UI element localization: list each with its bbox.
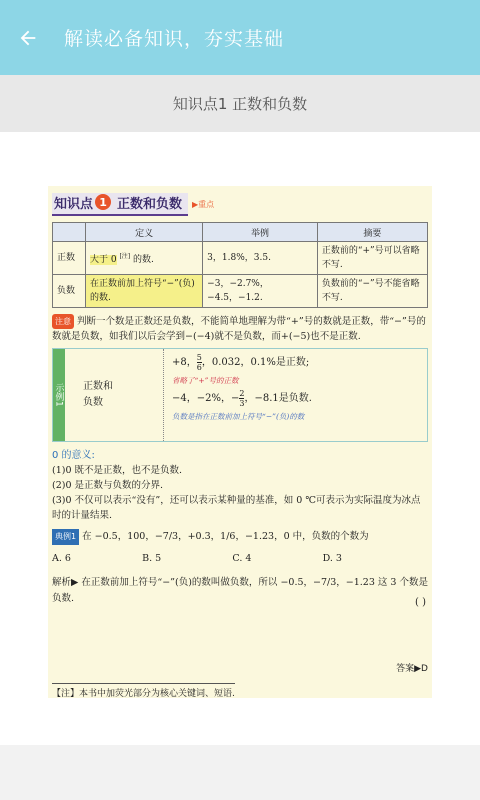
meaning-item: (3)0 不仅可以表示“没有”，还可以表示某种量的基准，如 0 ℃可表示为实际温度为冰点时的计量结果. xyxy=(52,495,421,521)
meaning-item: (2)0 是正数与负数的分界. xyxy=(52,480,164,491)
denominator: 3 xyxy=(239,399,245,408)
example-text: ，0.032，0.1%是正数; xyxy=(201,357,310,368)
textbook-page-image xyxy=(48,186,432,698)
table-header: 举例 xyxy=(203,223,318,242)
answer-blank: ( ) xyxy=(415,597,426,608)
typical-example xyxy=(52,529,428,567)
key-point-marker: ▶重点 xyxy=(192,199,215,209)
table-corner xyxy=(53,223,86,242)
zero-meaning-section xyxy=(52,448,428,523)
summary-cell: 正数前的“+”号可以省略不写. xyxy=(317,242,427,275)
example-text: +8， xyxy=(172,357,197,368)
example-title xyxy=(65,349,164,441)
example-line xyxy=(172,389,419,408)
arrow-left-icon xyxy=(17,27,39,49)
app-title: 解读必备知识，夯实基础 xyxy=(64,28,285,50)
summary-cell: 负数前的“−”号不能省略不写. xyxy=(317,275,427,308)
section-heading: 0 的意义: xyxy=(52,450,95,461)
option: A. 6 xyxy=(52,553,71,564)
analysis xyxy=(52,575,428,607)
table-header: 定义 xyxy=(86,223,203,242)
definition-table xyxy=(52,222,428,308)
example-title-line: 负数 xyxy=(83,397,103,408)
row-label: 正数 xyxy=(53,242,86,275)
example-side-label: 示例1 xyxy=(53,349,65,441)
analysis-text: 在正数前加上符号“−”(负)的数叫做负数，所以 −0.5，−7/3，−1.23 这 3 个数是负数. xyxy=(52,577,428,604)
answer: 答案▶D xyxy=(396,664,428,674)
note-tag: 注意 xyxy=(52,314,74,329)
example-cell: −3，−2.7%，−4.5，−1.2. xyxy=(203,275,318,308)
kp-number-badge: 1 xyxy=(95,194,111,210)
kp-title: 正数和负数 xyxy=(117,196,183,212)
numerator: 2 xyxy=(239,389,245,398)
example-text: ，−8.1是负数. xyxy=(244,393,312,404)
numerator: 5 xyxy=(196,353,202,362)
example-cell: 3，1.8%，3.5. xyxy=(203,242,318,275)
footnote: 【注】本书中加荧光部分为核心关键词、短语. xyxy=(52,683,235,699)
row-label: 负数 xyxy=(53,275,86,308)
typical-example-tag: 典例1 xyxy=(52,529,79,545)
bottom-bar xyxy=(0,745,480,800)
question-text: 在 −0.5，100，−7/3，+0.3，1/6，−1.23，0 中，负数的个数为 xyxy=(82,531,369,542)
example-line xyxy=(172,353,419,372)
analysis-label: 解析▶ xyxy=(52,577,79,588)
example-box xyxy=(52,348,428,442)
definition-cell xyxy=(86,242,203,275)
options-row xyxy=(52,551,342,567)
example-text: −4，−2%，− xyxy=(172,393,240,404)
meaning-item: (1)0 既不是正数，也不是负数. xyxy=(52,465,183,476)
note-paragraph xyxy=(52,314,428,344)
option: B. 5 xyxy=(142,553,162,564)
example-title-line: 正数和 xyxy=(83,381,113,392)
example-body xyxy=(164,349,427,441)
handwritten-note: 省略了“+”号的正数 xyxy=(172,376,239,385)
knowledge-point-header xyxy=(52,192,428,216)
table-row xyxy=(53,242,428,275)
highlight-text: 大于 0 xyxy=(90,254,117,265)
handwritten-note: 负数是指在正数前加上符号“−”(负)的数 xyxy=(172,412,305,421)
kp-prefix: 知识点 xyxy=(54,196,94,212)
denominator: 6 xyxy=(196,363,202,372)
option: C. 4 xyxy=(232,553,252,564)
option: D. 3 xyxy=(322,553,342,564)
note-text: 判断一个数是正数还是负数，不能简单地理解为带“+”号的数就是正数，带“−”号的数就是负数，如我们以后会学到−(−4)就不是负数，而+(−5)也不是正数. xyxy=(52,316,426,342)
knowledge-point-tag xyxy=(52,193,188,216)
back-button[interactable] xyxy=(0,0,56,75)
definition-tail: 的数. xyxy=(133,254,154,265)
note-mark: [注] xyxy=(119,252,131,260)
app-bar xyxy=(0,0,480,75)
table-row xyxy=(53,275,428,308)
definition-cell: 在正数前加上符号“−”(负)的数. xyxy=(86,275,203,308)
table-header: 摘要 xyxy=(317,223,427,242)
section-title: 知识点1 正数和负数 xyxy=(0,75,480,132)
